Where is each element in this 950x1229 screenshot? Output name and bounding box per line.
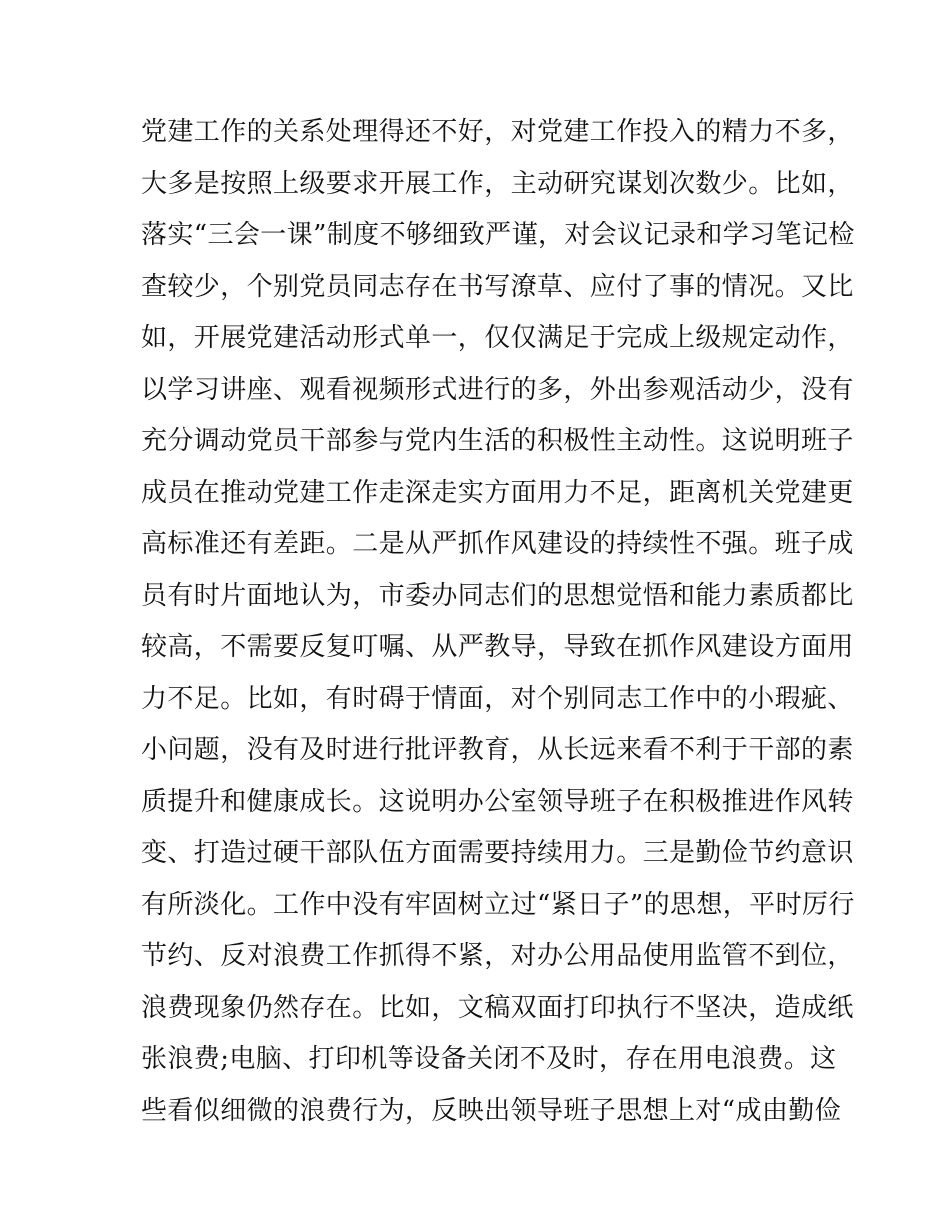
text-line: 高标准还有差距。二是从严抓作风建设的持续性不强。班子成 [141,529,854,559]
text-line: 成员在推动党建工作走深走实方面用力不足，距离机关党建更 [141,477,854,508]
text-line: 较高，不需要反复叮嘱、从严教导，导致在抓作风建设方面用 [141,632,854,662]
text-line: 些看似细微的浪费行为，反映出领导班子思想上对“成由勤俭 [141,1095,842,1126]
text-line: 充分调动党员干部参与党内生活的积极性主动性。这说明班子 [141,426,854,456]
text-line: 以学习讲座、观看视频形式进行的多，外出参观活动少，没有 [141,374,854,405]
text-line: 力不足。比如，有时碍于情面，对个别同志工作中的小瑕疵、 [141,683,854,714]
text-line: 如，开展党建活动形式单一，仅仅满足于完成上级规定动作， [141,323,854,353]
text-line: 有所淡化。工作中没有牢固树立过“紧日子”的思想，平时厉行 [141,889,855,920]
text-line: 查较少，个别党员同志存在书写潦草、应付了事的情况。又比 [141,271,854,302]
text-line: 节约、反对浪费工作抓得不紧，对办公用品使用监管不到位， [141,941,854,971]
text-line: 党建工作的关系处理得还不好，对党建工作投入的精力不多， [141,117,854,147]
text-line: 小问题，没有及时进行批评教育，从长远来看不利于干部的素 [141,735,854,765]
text-line: 变、打造过硬干部队伍方面需要持续用力。三是勤俭节约意识 [141,838,854,868]
text-line: 大多是按照上级要求开展工作，主动研究谋划次数少。比如， [141,168,854,199]
text-line: 张浪费;电脑、打印机等设备关闭不及时，存在用电浪费。这 [141,1044,837,1074]
text-line: 员有时片面地认为，市委办同志们的思想觉悟和能力素质都比 [141,580,854,611]
text-line: 浪费现象仍然存在。比如，文稿双面打印执行不坚决，造成纸 [141,992,854,1023]
body-paragraph [141,107,855,1137]
text-line: 质提升和健康成长。这说明办公室领导班子在积极推进作风转 [141,786,854,817]
text-line: 落实“三会一课”制度不够细致严谨，对会议记录和学习笔记检 [141,220,855,250]
